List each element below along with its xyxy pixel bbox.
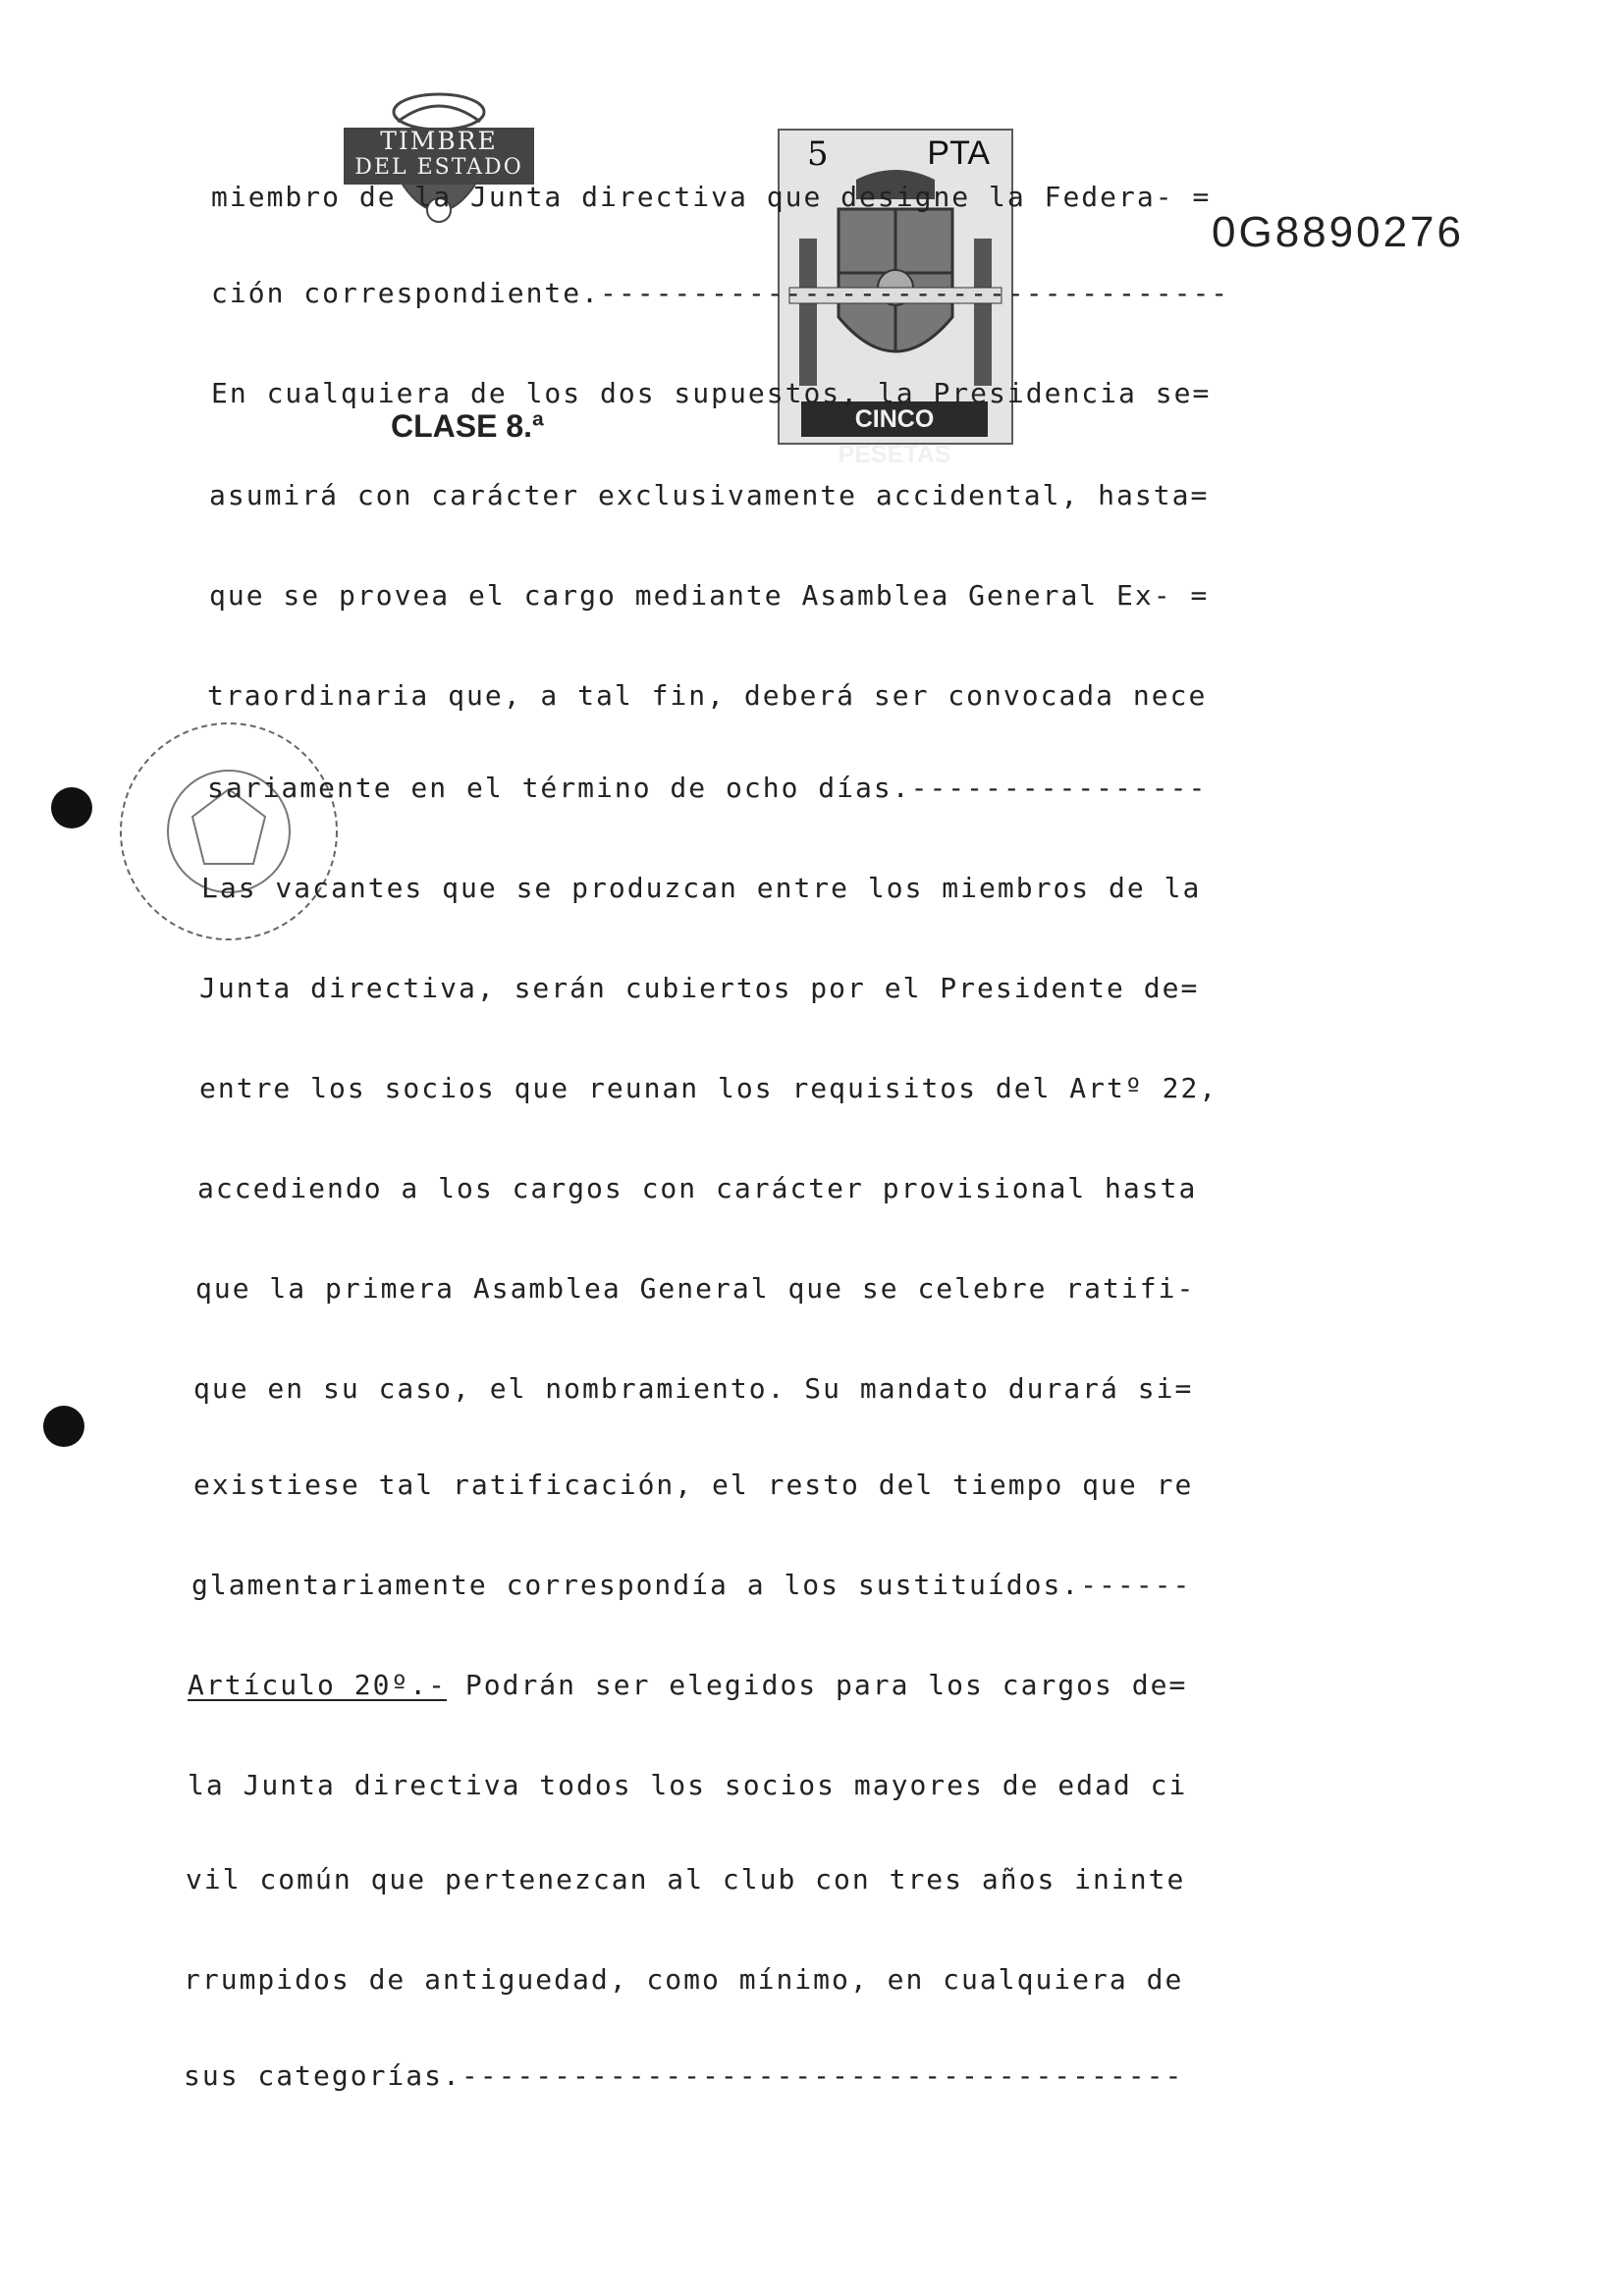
stamp-amount: 5 xyxy=(807,134,829,174)
body-line-18: vil común que pertenezcan al club con tres años ininte xyxy=(186,1863,1186,1896)
body-line-10: entre los socios que reunan los requisitos del Artº 22, xyxy=(199,1072,1218,1104)
stamp-value xyxy=(780,134,1011,174)
body-line-17: la Junta directiva todos los socios mayores de edad ci xyxy=(188,1769,1188,1801)
body-line-1: miembro de la Junta directiva que designe la Federa- = xyxy=(211,181,1212,213)
body-line-6: traordinaria que, a tal fin, deberá ser convocada nece xyxy=(207,679,1208,712)
body-line-15: glamentariamente correspondía a los sustituídos.------ xyxy=(191,1569,1192,1601)
clase-label: CLASE 8.ª xyxy=(391,408,544,444)
body-line-19: rrumpidos de antiguedad, como mínimo, en cualquiera de xyxy=(184,1963,1184,1996)
timbre-line2: DEL ESTADO xyxy=(354,155,523,180)
serial-number: 0G8890276 xyxy=(1212,208,1464,256)
body-line-14: existiese tal ratificación, el resto del tiempo que re xyxy=(193,1468,1194,1501)
stamp-unit: PTA xyxy=(927,134,990,172)
body-line-5: que se provea el cargo mediante Asamblea General Ex- = xyxy=(209,579,1210,612)
body-line-7: sariamente en el término de ocho días.---------------- xyxy=(207,772,1208,804)
body-line-16 xyxy=(188,1669,1624,1702)
body-line-13: que en su caso, el nombramiento. Su mandato durará si= xyxy=(193,1372,1194,1405)
stamp-bottom-label: CINCO PESETAS xyxy=(801,401,988,437)
punch-hole-bottom xyxy=(43,1406,84,1447)
body-line-8: Las vacantes que se produzcan entre los miembros de la xyxy=(201,872,1202,904)
article-heading: Artículo 20º.- xyxy=(188,1669,448,1701)
body-line-2: ción correspondiente.---------------------------------- xyxy=(211,277,1230,309)
body-line-9: Junta directiva, serán cubiertos por el Presidente de= xyxy=(199,972,1200,1004)
body-line-4: asumirá con carácter exclusivamente accidental, hasta= xyxy=(209,479,1210,511)
body-line-3: En cualquiera de los dos supuestos, la Presidencia se= xyxy=(211,377,1212,409)
body-line-11: accediendo a los cargos con carácter provisional hasta xyxy=(197,1172,1198,1204)
notary-seal-icon xyxy=(106,709,352,954)
article-text: Podrán ser elegidos para los cargos de= xyxy=(447,1669,1188,1701)
body-line-12: que la primera Asamblea General que se celebre ratifi- xyxy=(195,1272,1196,1305)
timbre-line1: TIMBRE xyxy=(380,127,498,155)
body-line-20: sus categorías.--------------------------------------- xyxy=(184,2059,1184,2092)
timbre-label xyxy=(344,128,534,185)
punch-hole-top xyxy=(51,787,92,828)
